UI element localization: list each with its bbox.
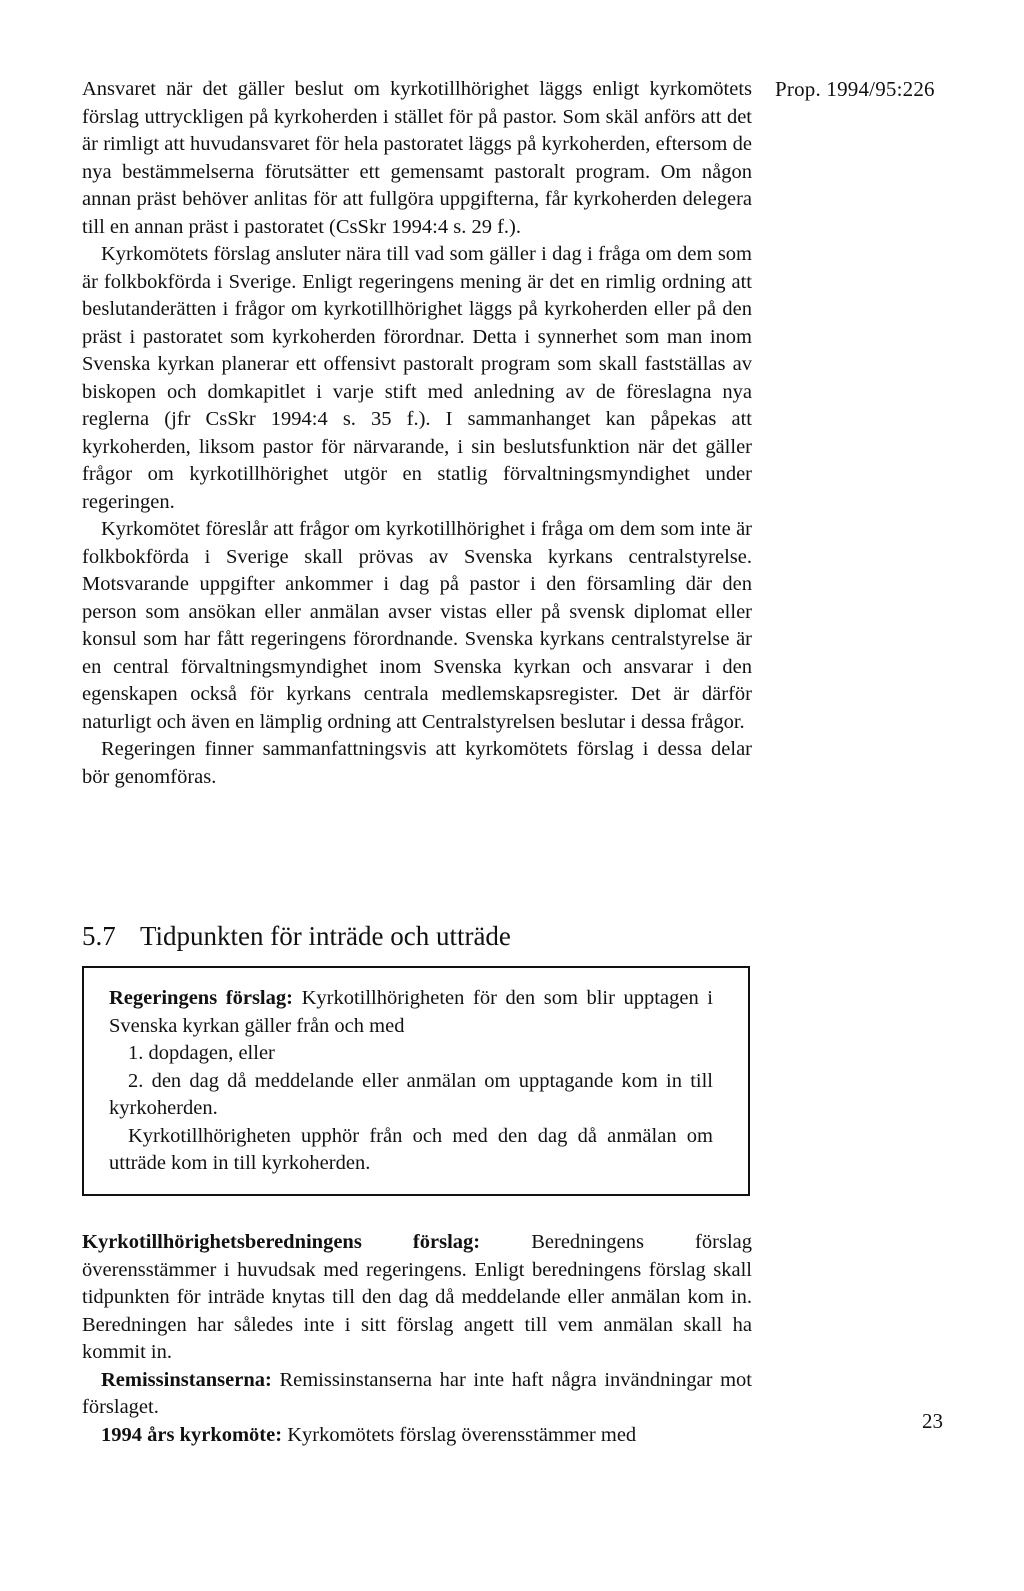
paragraph-remiss-text: Remissinstanserna har inte haft några invändningar mot förslaget. [82,1368,752,1418]
paragraph-remiss-label: Remissinstanserna: [101,1368,272,1391]
proposal-item-2: 2. den dag då meddelande eller anmälan om upptagande kom in till kyrkoherden. [109,1069,713,1119]
paragraph-kyrkomote-text: Kyrkomötets förslag överensstämmer med [282,1423,637,1446]
paragraph-beredning-text: Beredningens förslag överensstämmer i huvudsak med regeringens. Enligt beredningens förslag skall tidpunkten för inträde knytas till den dag då meddelande eller anmälan kom in. Beredningen har således inte i sitt förslag angett till vem anmälan skall ha kommit in. [82,1231,752,1363]
proposal-item-1: 1. dopdagen, eller [128,1042,275,1064]
section-heading [82,920,752,952]
paragraph-1: Ansvaret när det gäller beslut om kyrkotillhörighet läggs enligt kyrkomötets förslag uttryckligen på kyrkoherden i stället för på pastor. Som skäl anförs att det är rimligt att huvudansvaret för hela pastoratet läggs på kyrkoherden, eftersom de nya bestämmelserna förutsätter ett gemensamt pastoralt program. Om någon annan präst behöver anlitas för att fullgöra uppgifterna, får kyrkoherden delegera till en annan präst i pastoratet (CsSkr 1994:4 s. 29 f.). [82,78,752,238]
paragraph-beredning-label: Kyrkotillhörighetsberedningens förslag: [82,1231,481,1253]
proposal-lead-label: Regeringens förslag: [109,987,293,1009]
paragraph-kyrkomote-label: 1994 års kyrkomöte: [101,1423,283,1446]
paragraph-kyrkomote [82,1422,752,1450]
paragraph-remiss [82,1367,752,1422]
proposal-box [82,966,750,1196]
section-title: Tidpunkten för inträde och utträde [140,921,511,951]
section-number: 5.7 [82,921,116,951]
body-text-lower [82,1229,752,1449]
proposal-lead-text: Kyrkotillhörigheten för den som blir upptagen i Svenska kyrkan gäller från och med [109,987,714,1037]
paragraph-2: Kyrkomötets förslag ansluter nära till vad som gäller i dag i fråga om dem som är folkbokförda i Sverige. Enligt regeringens mening är det en rimlig ordning att beslutanderätten i frågor om kyrkotillhörighet läggs på kyrkoherden eller på den präst i pastoratet som kyrkoherden förordnar. Detta i synnerhet som man inom Svenska kyrkan planerar ett offensivt pastoralt program som skall fastställas av biskopen och domkapitlet i varje stift med anledning av de föreslagna nya reglerna (jfr CsSkr 1994:4 s. 35 f.). I sammanhanget kan påpekas att kyrkoherden, liksom pastor för närvarande, i sin beslutsfunktion när det gäller frågor om kyrkotillhörighet utgör en statlig förvaltningsmyndighet under regeringen. [82,243,752,513]
proposition-reference: Prop. 1994/95:226 [775,77,935,101]
paragraph-3: Kyrkomötet föreslår att frågor om kyrkotillhörighet i fråga om dem som inte är folkbokförda i Sverige skall prövas av Svenska kyrkans centralstyrelse. Motsvarande uppgifter ankommer i dag på pastor i den församling där den person som ansökan eller anmälan avser vistas eller på svensk diplomat eller konsul som har fått regeringens förordnande. Svenska kyrkans centralstyrelse är en central förvaltningsmyndighet inom Svenska kyrkan och ansvarar i den egenskapen också för kyrkans centrala medlemskapsregister. Det är därför naturligt och även en lämplig ordning att Centralstyrelsen beslutar i dessa frågor. [82,518,752,733]
paragraph-beredning [82,1229,752,1367]
proposal-closing: Kyrkotillhörigheten upphör från och med den dag då anmälan om utträde kom in till kyrkoherden. [109,1124,713,1174]
body-text-upper [82,76,752,791]
page-number: 23 [922,1409,943,1433]
proposal-lead [109,985,713,1040]
paragraph-4: Regeringen finner sammanfattningsvis att kyrkomötets förslag i dessa delar bör genomföras. [82,738,752,788]
proposal-box-content [109,985,713,1178]
